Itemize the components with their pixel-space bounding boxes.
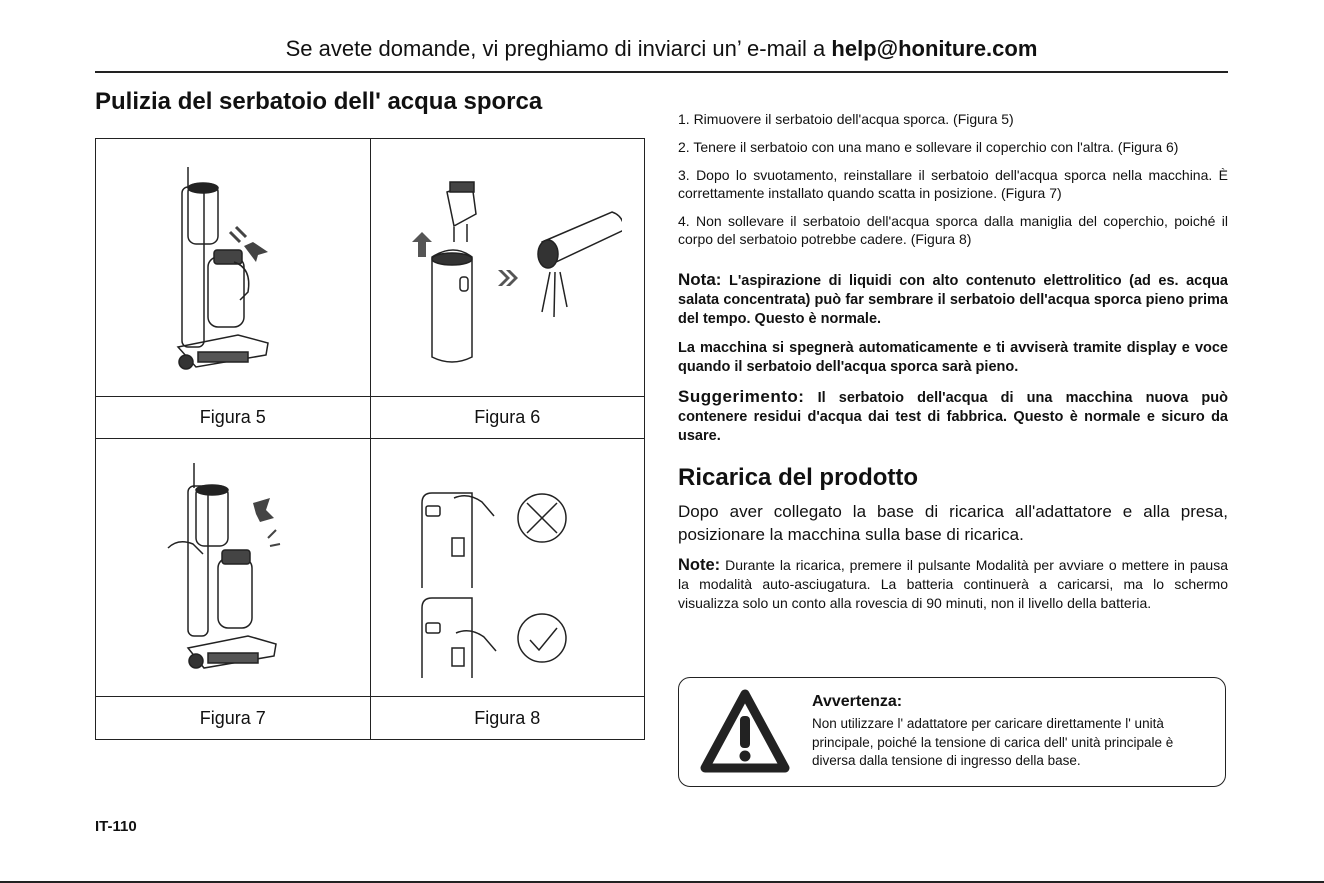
warning-box [678,677,1226,787]
warning-title: Avvertenza: [812,693,903,710]
warning-text: Non utilizzare l' adattatore per caricare direttamente l' unità principale, poiché la tensione di carica dell' unità principale è diversa dalla tensione di ingresso della base. [812,716,1174,768]
charging-title: Ricarica del prodotto [678,464,919,491]
step-1: 1. Rimuovere il serbatoio dell'acqua sporca. (Figura 5) [678,111,1014,127]
charging-text: Dopo aver collegato la base di ricarica all'adattatore e alla presa, posizionare la macchina sulla base di ricarica. [678,502,1228,544]
nota-text: L'aspirazione di liquidi con alto contenuto elettrolitico (ad es. acqua salata concentrata) può far sembrare il serbatoio dell'acqua sporca pieno prima del tempo. Questo è normale. [678,273,1228,327]
nota-label: Nota: [678,270,722,289]
figure-8-illustration [370,439,645,697]
warning-triangle-icon [699,688,791,776]
header-divider [95,71,1228,73]
charging-note [678,556,1228,613]
page-number: IT-110 [95,818,137,835]
suggerimento-paragraph [678,387,1228,446]
step-2: 2. Tenere il serbatoio con una mano e sollevare il coperchio con l'altra. (Figura 6) [678,139,1179,155]
step-4: 4. Non sollevare il serbatoio dell'acqua sporca dalla maniglia del coperchio, poiché il corpo del serbatoio potrebbe cadere. (Figura 8) [678,213,1228,247]
instructions-column [678,110,1228,613]
page-header [95,28,1228,70]
figure-7-illustration [96,439,371,697]
figure-5-illustration [96,139,371,397]
header-text: Se avete domande, vi preghiamo di inviarci un’ e-mail a [285,36,826,61]
charging-note-label: Note: [678,556,721,574]
figure-6-illustration [370,139,645,397]
support-email[interactable]: help@honiture.com [831,36,1038,61]
section-title: Pulizia del serbatoio dell' acqua sporca [95,88,543,115]
figure-6-caption: Figura 6 [370,396,645,439]
figure-7-caption: Figura 7 [96,697,371,740]
figures-table [95,138,645,740]
figure-8-caption: Figura 8 [370,697,645,740]
step-3: 3. Dopo lo svuotamento, reinstallare il serbatoio dell'acqua sporca nella macchina. È correttamente installato quando scatta in posizione. (Figura 7) [678,167,1228,201]
suggerimento-label: Suggerimento: [678,387,805,406]
charging-note-text: Durante la ricarica, premere il pulsante Modalità per avviare o mettere in pausa la modalità auto-asciugatura. La batteria continuerà a caricarsi, ma lo schermo visualizza solo un conto alla rovescia di 90 minuti, non il livello della batteria. [678,557,1228,611]
nota-paragraph [678,270,1228,329]
full-tank-notice: La macchina si spegnerà automaticamente e ti avviserà tramite display e voce quando il serbatoio dell'acqua sporca sarà pieno. [678,340,1228,375]
suggerimento-text: Il serbatoio dell'acqua di una macchina nuova può contenere residui d'acqua dai test di fabbrica. Questo è normale e sicuro da usare. [678,390,1228,444]
figure-5-caption: Figura 5 [96,396,371,439]
